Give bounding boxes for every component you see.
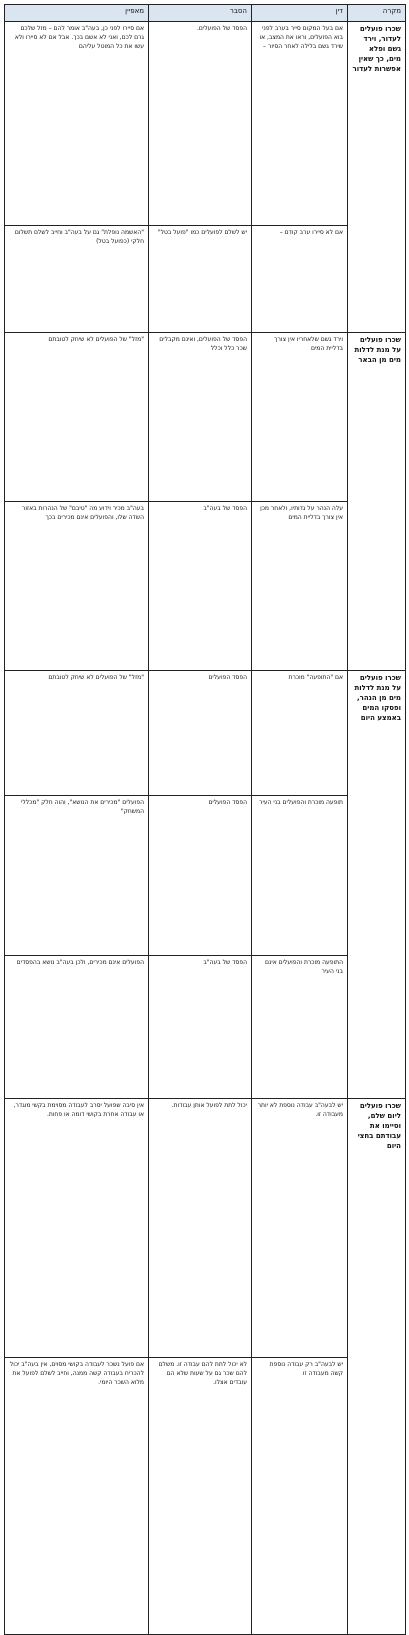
table-row xyxy=(5,796,406,956)
table-row xyxy=(5,1099,406,1358)
law-cell: יש לשלם לפועלים כמו "פועל בטל" xyxy=(149,226,252,333)
reason-cell: "מזל" של הפועלים לא שיחק לטובתם xyxy=(5,333,149,502)
table-row xyxy=(5,226,406,333)
sub-case-cell: תופעה מוכרת והפועלים בני העיר xyxy=(252,796,348,956)
sub-case-cell: עלה הנהר על גדותיו, ולאחר מכן אין צורך בדליית המים xyxy=(252,502,348,671)
sub-case-cell: וירד גשם שלאחריו אין צורך בדליית המים xyxy=(252,333,348,502)
table-row xyxy=(5,22,406,226)
table-row xyxy=(5,1357,406,1634)
law-cell: הפסד של בעה"ב xyxy=(149,956,252,1099)
case-cell: שכרו פועלים על מנת לדלות מים מן הבאר xyxy=(348,333,406,671)
reason-cell: "האשמה נופלת" גם על בעה"ב וחייב לשלם תשלום חלקי (כפועל בטל) xyxy=(5,226,149,333)
reason-cell: "מזל" של הפועלים לא שיחק לטובתם xyxy=(5,671,149,796)
reason-cell: הפועלים אינם מכירים, ולכן בעה"ב נושא בהפסדים xyxy=(5,956,149,1099)
case-cell: שכרו פועלים ליום שלם, וסיימו את עבודתם בחצי היום xyxy=(348,1099,406,1635)
reason-cell: אין סיבה שפועל יסרב לעבודה מסוימת בקשי מוגדר, או עבודה אחרת בקושי דומה או פחות. xyxy=(5,1099,149,1358)
reason-cell: הפועלים "מכירים את הנושא", והוה חלק "מכללי המשחק" xyxy=(5,796,149,956)
header-summary: מאפיין xyxy=(5,5,149,22)
law-cell: הפסד של בעה"ב xyxy=(149,502,252,671)
law-cell: יכול לתת לפועל אותן עבודות. xyxy=(149,1099,252,1358)
sub-case-cell: יש לבעה"ב רק עבודה נוספת קשה מעבודה זו xyxy=(252,1357,348,1634)
case-cell: שכרו פועלים על מנת לדלות מים מן הנהר, ופסקו המים באמצע היום xyxy=(348,671,406,1099)
sub-case-cell: אם "התופעה" מוכרת xyxy=(252,671,348,796)
header-row xyxy=(5,5,406,22)
table-row xyxy=(5,956,406,1099)
header-law: דין xyxy=(252,5,348,22)
header-reason: הסבר xyxy=(149,5,252,22)
sub-case-cell: התופעה מוכרת והפועלים אינם בני העיר xyxy=(252,956,348,1099)
law-cell: הפסד הפועלים xyxy=(149,796,252,956)
table-row xyxy=(5,502,406,671)
law-cell: הפסד של הפועלים. xyxy=(149,22,252,226)
table-row xyxy=(5,333,406,502)
sub-case-cell: יש לבעה"ב עבודה נוספת לא יותר מעבודה זו. xyxy=(252,1099,348,1358)
law-cell: הפסד של הפועלים, ואינם מקבלים שכר כלל וכלל xyxy=(149,333,252,502)
sub-case-cell: אם בעל המקום סייר בערב לפני בוא הפועלים, וראו את המצב, או שירד גשם בלילה לאחר הסיור – xyxy=(252,22,348,226)
table-row xyxy=(5,671,406,796)
sub-case-cell: אם לא סיירו ערב קודם – xyxy=(252,226,348,333)
comparison-table xyxy=(4,4,406,1635)
law-cell: לא יכול לתת להם עבודה זו. משלם להם שכר גם על שעות שלא הם עובדים אצלו. xyxy=(149,1357,252,1634)
header-case: מקרה xyxy=(348,5,406,22)
reason-cell: אם סיירו לפני כן, בעה"ב אומר להם – מזל שלכם גרם לכם, ואני לא אשם בכך. אבל אם לא סיירו ולא עשו את כל המוטל עליהם xyxy=(5,22,149,226)
reason-cell: בעה"ב מכיר וידוע מה "טיבם" של הנהרות באזור השדה שלו, והפועלים אינם מכירים בכך xyxy=(5,502,149,671)
law-cell: הפסד הפועלים xyxy=(149,671,252,796)
case-cell: שכרו פועלים לעדור, וירד גשם ופלא מים, כך שאין אפשרות לעדור xyxy=(348,22,406,333)
reason-cell: אם פועל נשכר לעבודה בקושי מסוים, אין בעה"ב יכול להכריח בעבודה קשה ממנה, וחייב לשלם לפועל את מלוא השכר היומי. xyxy=(5,1357,149,1634)
